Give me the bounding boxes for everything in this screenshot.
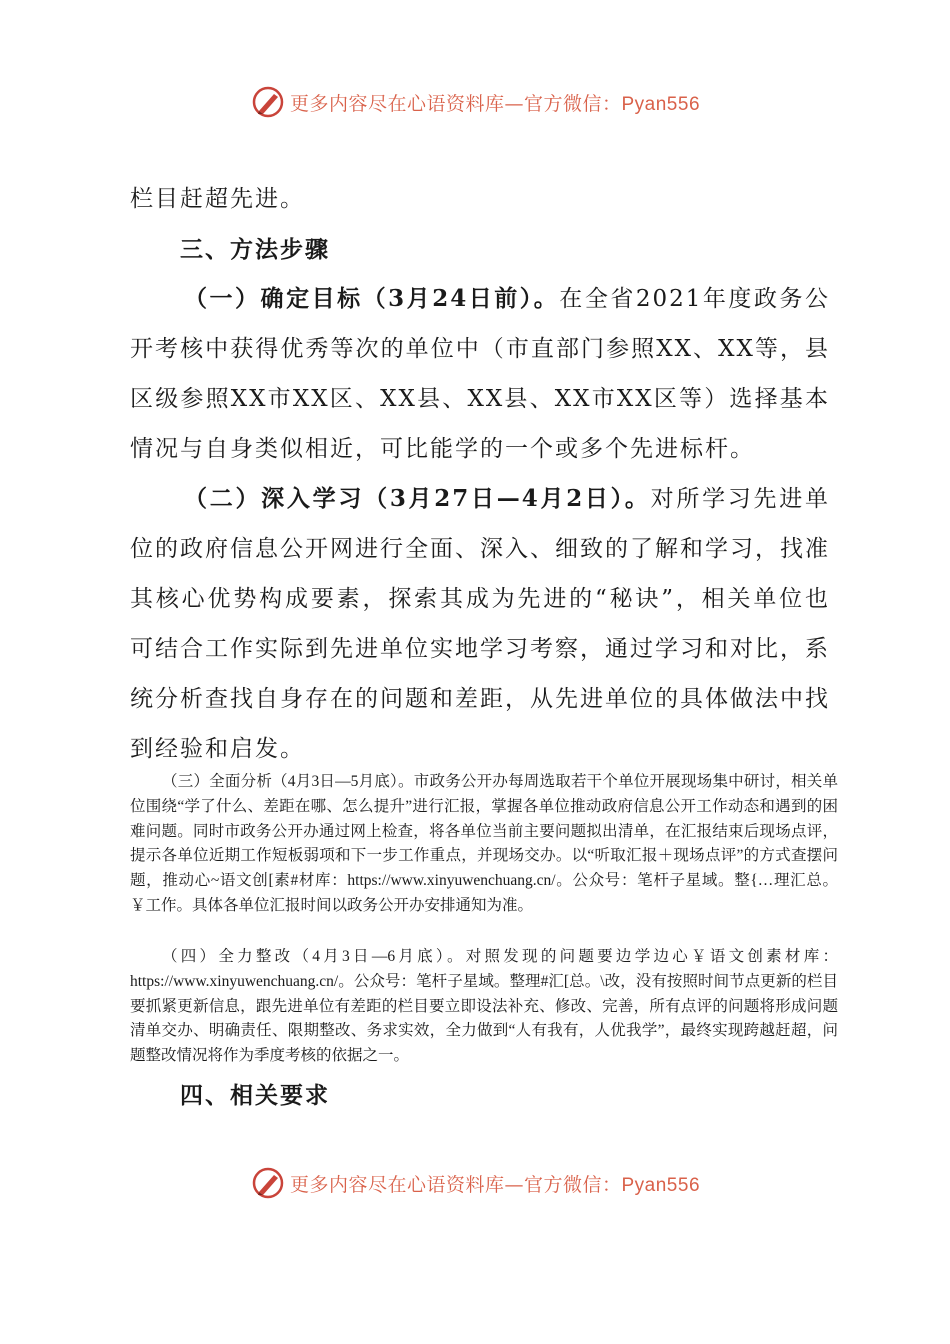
step-3-paragraph: （三）全面分析（4月3日—5月底）。市政务公开办每周选取若干个单位开展现场集中研讨，相关单位围绕“学了什么、差距在哪、怎么提升”进行汇报，掌握各单位推动政府信息公开工作动态和遇到的困难问题。同时市政务公开办通过网上检查，将各单位当前主要问题拟出清单，在汇报结束后现场点评，提示各单位近期工作短板弱项和下一步工作重点，并现场交办。以“听取汇报＋现场点评”的方式查摆问题，推动心~语文创[素#材库：https://www.xinyuwenchuang.cn/。公众号：笔杆子星域。整{…理汇总。￥工作。具体各单位汇报时间以政务公开办安排通知为准。 — [130, 773, 838, 914]
step-1-paragraph — [130, 274, 830, 474]
section-4-heading: 四、相关要求 — [180, 1082, 330, 1109]
pen-logo-icon — [250, 1165, 286, 1201]
pen-logo-icon — [250, 84, 286, 120]
header-banner — [0, 80, 950, 124]
intro-paragraph: 栏目赶超先进。 — [130, 186, 305, 212]
step-1-title: （一）确定目标（3月24日前）。 — [184, 285, 560, 312]
step-2-paragraph — [130, 474, 830, 774]
step-2-body: 对所学习先进单位的政府信息公开网进行全面、深入、细致的了解和学习，找准其核心优势构成要素，探索其成为先进的“秘诀”，相关单位也可结合工作实际到先进单位实地学习考察，通过学习和对比，系统分析查找自身存在的问题和差距，从先进单位的具体做法中找到经验和启发。 — [130, 486, 830, 762]
banner-text: 更多内容尽在心语资料库—官方微信：Pyan556 — [289, 92, 701, 115]
step-4-paragraph: （四）全力整改（4月3日—6月底）。对照发现的问题要边学边心￥语文创素材库：https://www.xinyuwenchuang.cn/。公众号：笔杆子星域。整理#汇[总。\改，没有按照时间节点更新的栏目要抓紧更新信息，跟先进单位有差距的栏目要立即设法补充、修改、完善，所有点评的问题将形成问题清单交办、明确责任、限期整改、务求实效，全力做到“人有我有，人优我学”，最终实现跨越赶超，问题整改情况将作为季度考核的依据之一。 — [130, 948, 838, 1065]
step-1-body: 在全省2021年度政务公开考核中获得优秀等次的单位中（市直部门参照XX、XX等，县区级参照XX市XX区、XX县、XX县、XX市XX区等）选择基本情况与自身类似相近，可比能学的一个或多个先进标杆。 — [130, 286, 830, 462]
step-2-title: （二）深入学习（3月27日—4月2日）。 — [184, 485, 651, 512]
section-3-heading: 三、方法步骤 — [180, 236, 330, 263]
banner-text: 更多内容尽在心语资料库—官方微信：Pyan556 — [289, 1173, 701, 1196]
footer-banner — [0, 1161, 950, 1205]
